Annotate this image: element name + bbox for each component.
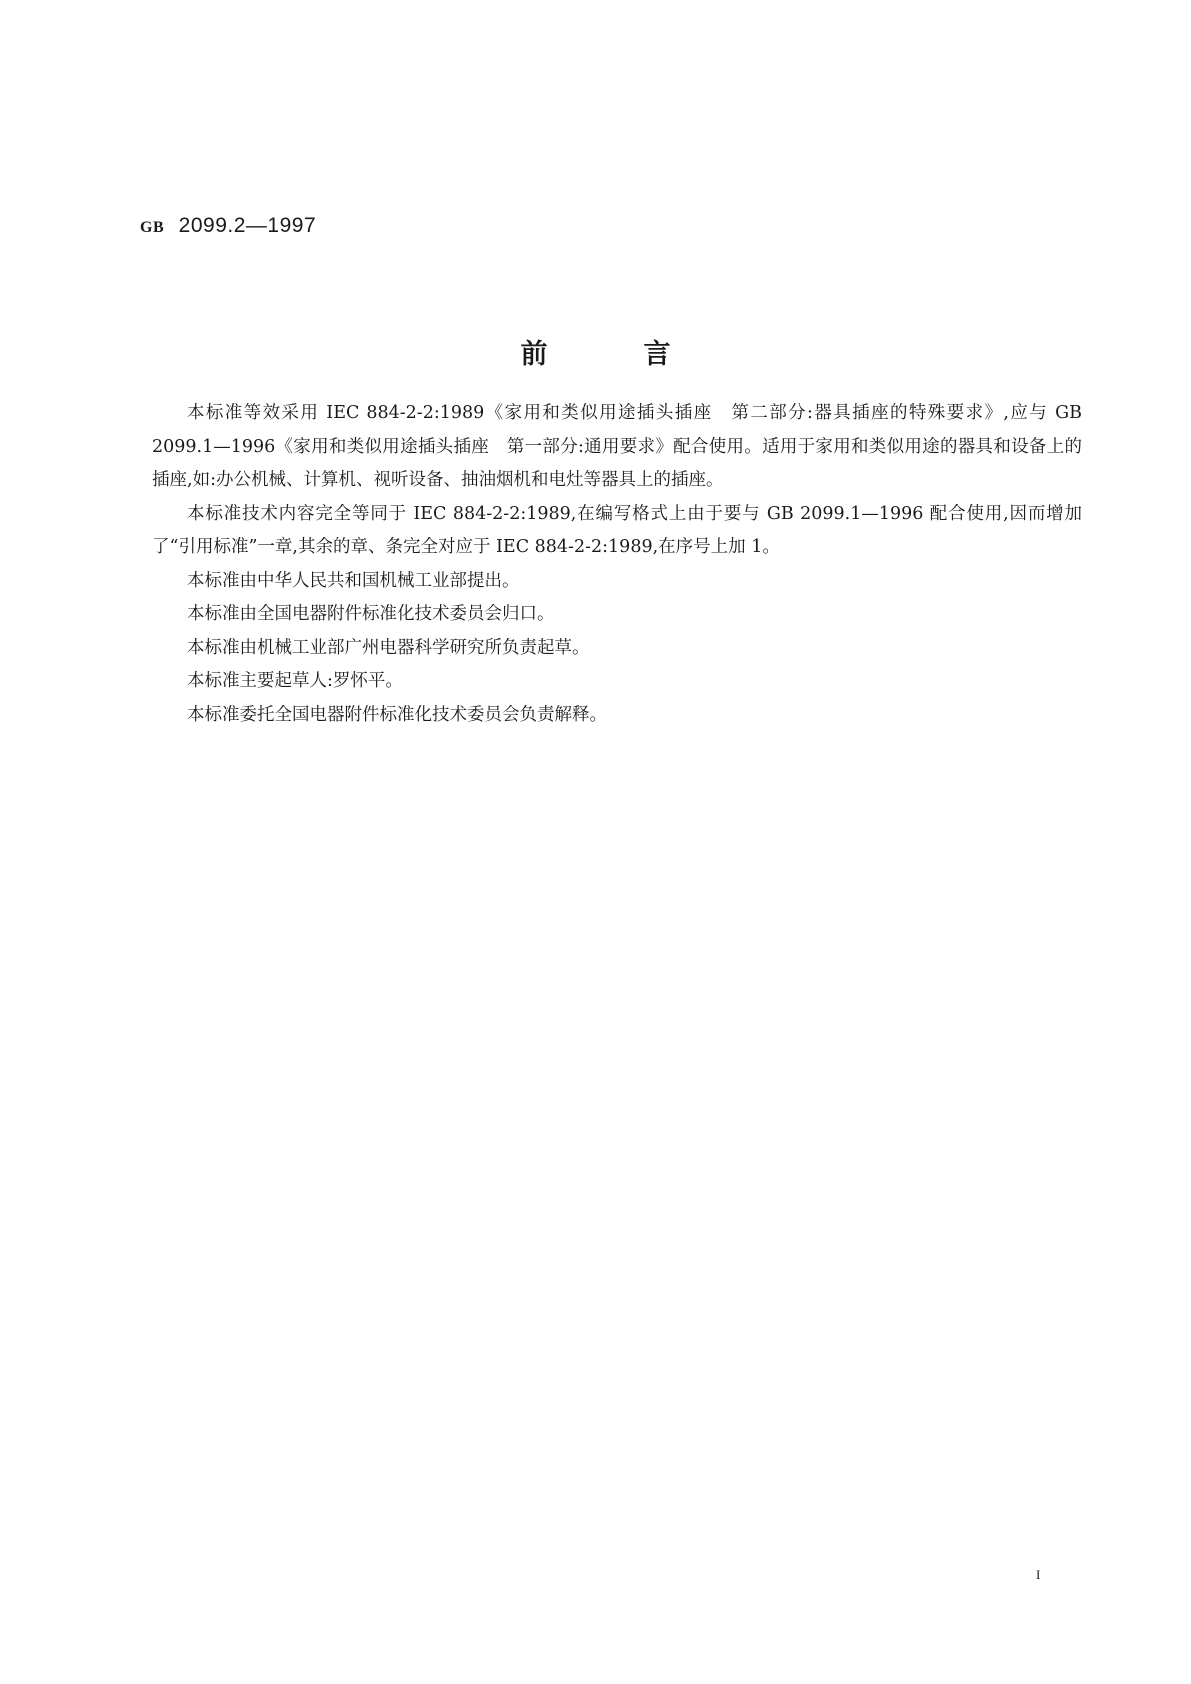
paragraph-centralized-by: 本标准由全国电器附件标准化技术委员会归口。 [187,604,555,624]
standard-prefix: GB [140,219,165,236]
standard-number: 2099.2—1997 [178,214,317,237]
paragraph-main-drafter: 本标准主要起草人:罗怀平。 [187,671,403,691]
foreword-body [152,397,1082,732]
title-char-1: 前 [520,339,548,370]
paragraph-drafted-by: 本标准由机械工业部广州电器科学研究所负责起草。 [187,637,590,658]
paragraph-equivalence: 本标准技术内容完全等同于 IEC 884-2-2:1989,在编写格式上由于要与 GB 2099.1—1996 配合使用,因而增加了“引用标准”一章,其余的章、条完全对应于 IEC 884-2-2:1989,在序号上加 1。 [152,503,1082,557]
paragraph-interpretation: 本标准委托全国电器附件标准化技术委员会负责解释。 [187,704,607,725]
title-char-2: 言 [643,339,671,370]
paragraph-adoption: 本标准等效采用 IEC 884-2-2:1989《家用和类似用途插头插座 第二部分:器具插座的特殊要求》,应与 GB 2099.1—1996《家用和类似用途插头插座 第一部分:通用要求》配合使用。适用于家用和类似用途的器具和设备上的插座,如:办公机械、计算机、视听设备、抽油烟机和电灶等器具上的插座。 [152,403,1082,490]
page-title [0,332,1191,371]
page-number: I [1036,1567,1041,1582]
document-code [140,214,316,238]
paragraph-proposed-by: 本标准由中华人民共和国机械工业部提出。 [187,570,520,591]
